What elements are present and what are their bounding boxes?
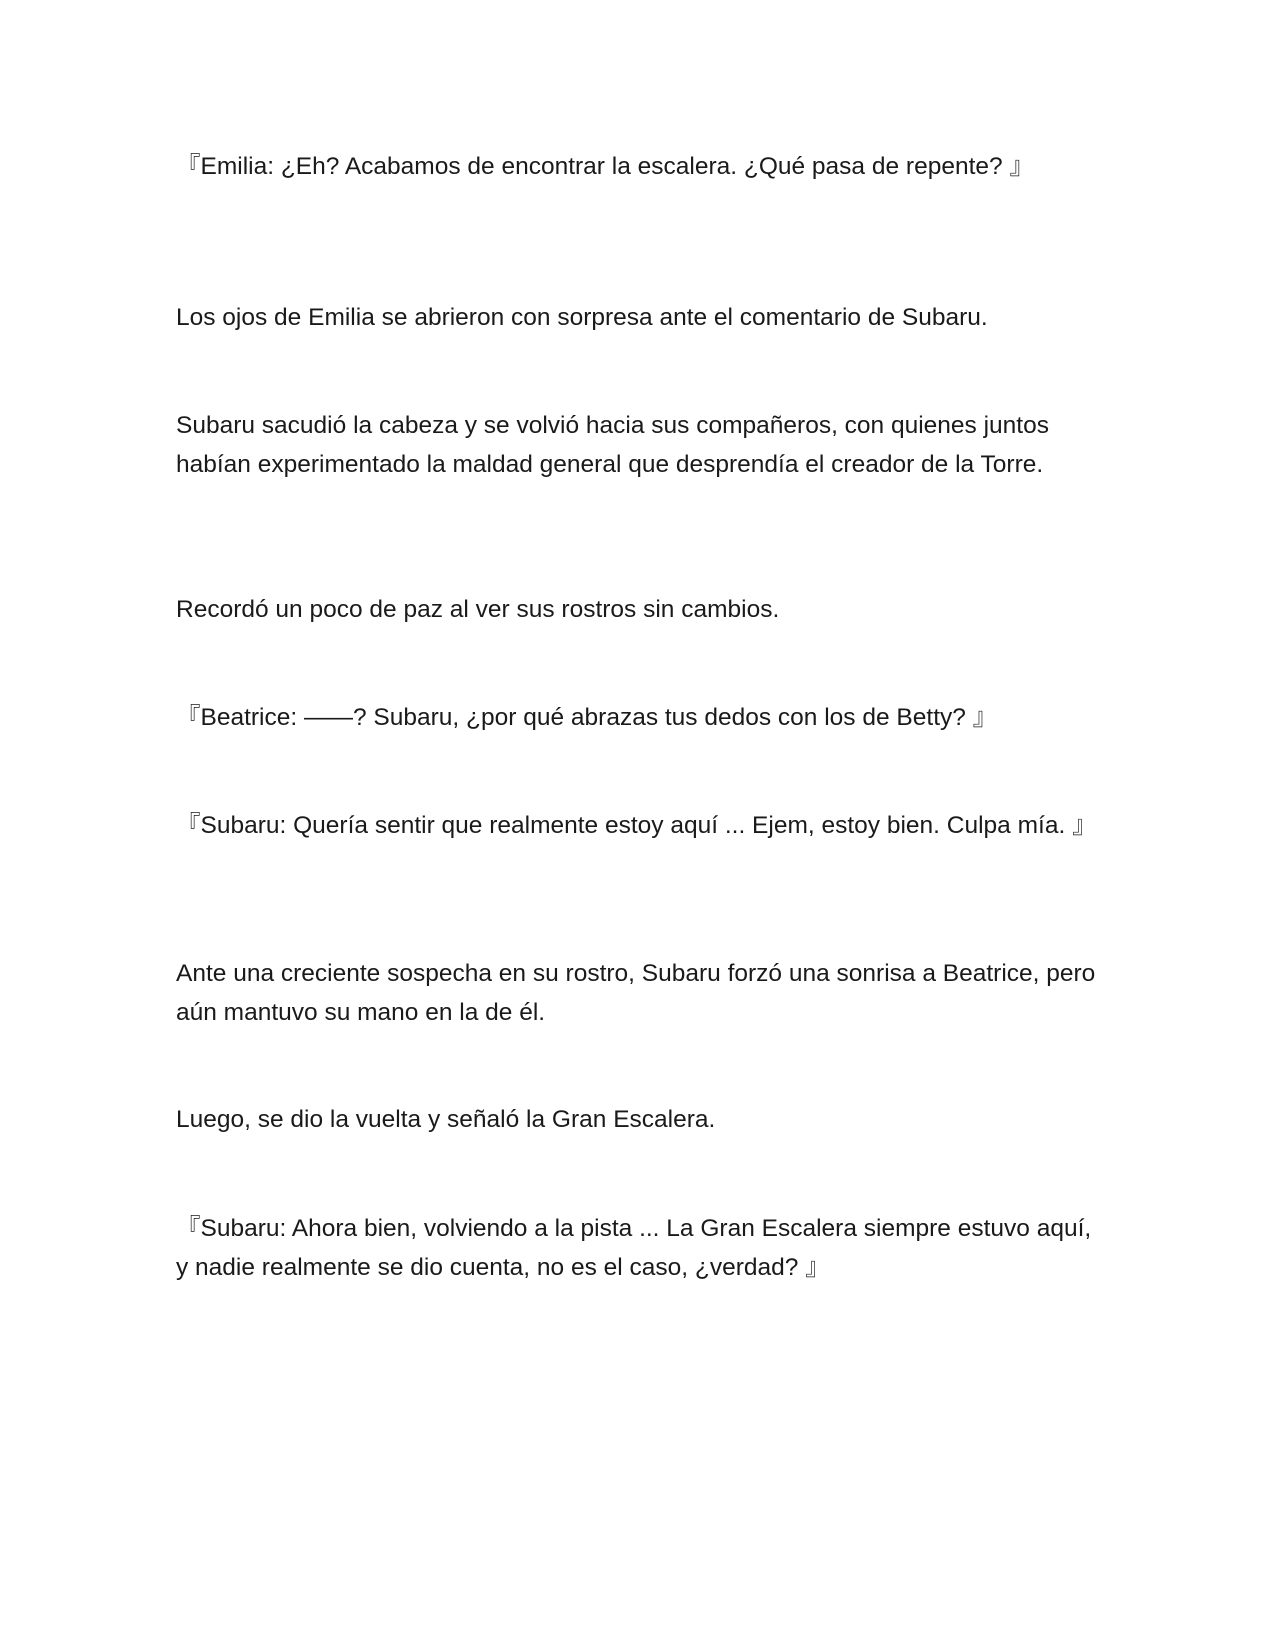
paragraph-emilia-dialogue: 『Emilia: ¿Eh? Acabamos de encontrar la escalera. ¿Qué pasa de repente? 』 [176,153,1034,180]
paragraph-turns-around: Luego, se dio la vuelta y señaló la Gran Escalera. [176,1106,716,1133]
paragraph-peace: Recordó un poco de paz al ver sus rostros sin cambios. [176,596,780,623]
paragraph-beatrice-dialogue: 『Beatrice: ——? Subaru, ¿por qué abrazas tus dedos con los de Betty? 』 [176,704,998,731]
paragraph-subaru-turns: Subaru sacudió la cabeza y se volvió hacia sus compañeros, con quienes juntos habían experimentado la maldad general que desprendía el creador de la Torre. [176,412,1049,478]
paragraph-suspicion: Ante una creciente sospecha en su rostro, Subaru forzó una sonrisa a Beatrice, pero aún mantuvo su mano en la de él. [176,960,1096,1026]
paragraph-emilia-surprise: Los ojos de Emilia se abrieron con sorpresa ante el comentario de Subaru. [176,304,988,331]
paragraph-subaru-dialogue-2: 『Subaru: Ahora bien, volviendo a la pista ... La Gran Escalera siempre estuvo aquí, y nadie realmente se dio cuenta, no es el caso, ¿verdad? 』 [176,1215,1092,1281]
paragraph-subaru-dialogue-1: 『Subaru: Quería sentir que realmente estoy aquí ... Ejem, estoy bien. Culpa mía. 』 [176,812,1097,839]
